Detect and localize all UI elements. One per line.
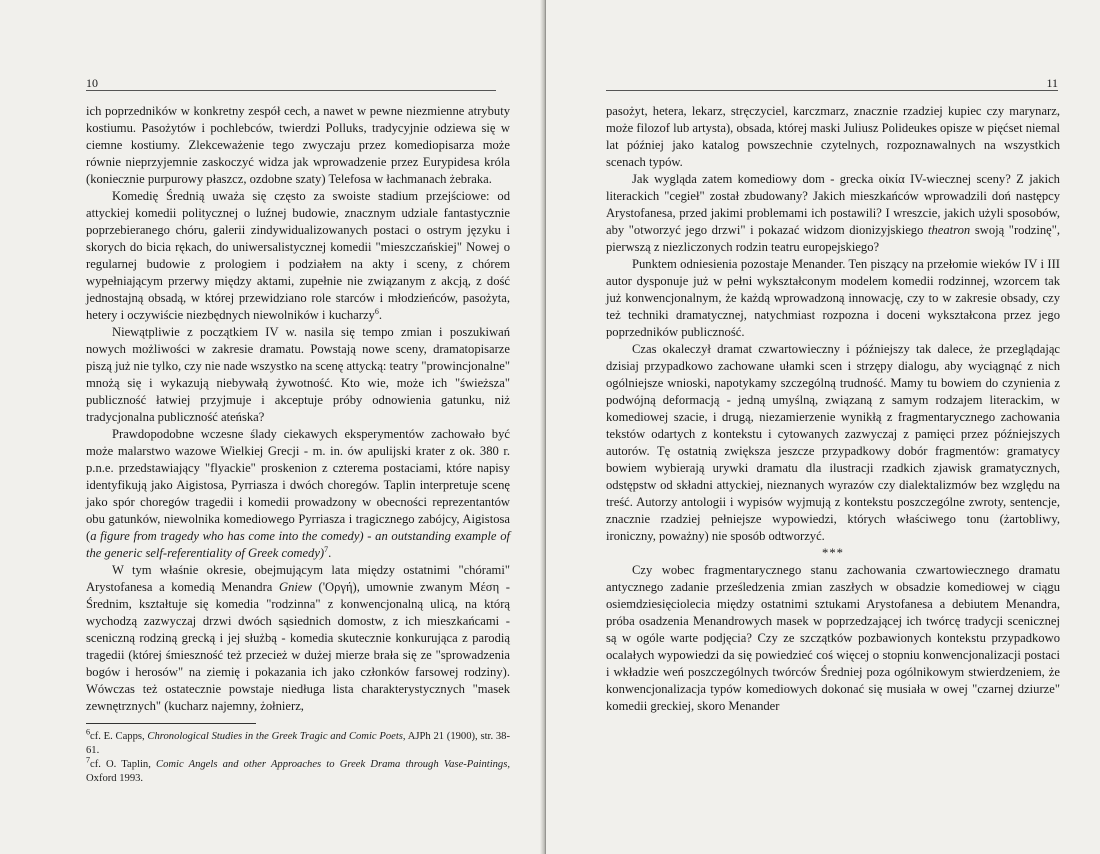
left-page-header [86,76,496,91]
left-paragraph-5-cont: Średnim, kształtuje się komedia "rodzinna" z konwencjonalną ulicą, na którą wychodzą zazwyczaj drzwi dwóch sąsiednich domostw, z ich mieszkańcami - sceniczną rodziną grecką i jej służbą - komedia skutecznie konkurująca z parodią tragedii (której śmieszność też przecież w dużej mierze brała się ze "sprowadzenia bogów i herosów" na ziemię i pokazania ich jako członków farsowej rodziny). Wówczas też ostatecznie powstaje niedługa lista charakterystycznych "masek zewnętrznych" (kucharz najemny, żołnierz, [86,597,510,713]
left-text-column [86,103,510,715]
left-paragraph-5-greek: ('Οργή), umownie zwanym Μέση - [318,580,510,594]
footnote-ref-7: 7 [324,544,329,554]
left-paragraph-4: Prawdopodobne wczesne ślady ciekawych eksperymentów zachowało być może malarstwo wazowe Wielkiej Grecji - m. in. ów apulijski krater z ok. 380 r. p.n.e. przedstawiający "flyackie" proskenion z czterema postaciami, które napisy identyfikują jako Aigistosa, Pyrriasza i dwóch choregów. Taplin interpretuje scenę jako spór choregów tragedii i komedii prowadzony w obecności reprezentantów obu gatunków, niewolnika komediowego Pyrriasza i tragicznego zabójcy, Aigistosa (a figure from tragedy who has come into the comedy) - an outstanding example of the generic self-referentiality of Greek comedy)$^7$. [86,427,510,560]
footnote-6 [86,727,510,758]
right-paragraph-4: Czas okaleczył dramat czwartowieczny i późniejszy tak dalece, że przeglądając dzisiaj przypadkowo zachowane ułamki scen i strzępy dialogu, aby wyciągnąć z nich ogólniejsze wnioski, napotykamy szczególną trudność. Mamy tu bowiem do czynienia z podwójną deformacją - jedną umyślną, związaną z samym rodzajem literackim, w komediowej szacie, i drugą, niezamierzenie wynikłą z fragmentarycznego zachowania tekstów odartych z kontekstu i cytowanych zazwyczaj z pamięci przez późniejszych autorów. Tę ostatnią zwiększa jeszcze przypadkowy dobór fragmentów: gramatycy bowiem wybierają urywki dramatu dla ilustracji rzadkich zjawisk gramatycznych, odstępstw od składni attyckiej, nieznanych wyrazów czy dialektalizmów bez względu na treść. Autorzy antologii i wypisów wyjmują z kontekstu poszczególne zwroty, sentencje, znacznie rzadziej pełniejsze wypowiedzi, których właściwego tonu (żartobliwy, ironiczny, poważny) nie sposób odtworzyć. [606,342,1060,543]
footnote-7-post: Oxford 1993. [86,773,144,784]
right-paragraph-5: Czy wobec fragmentarycznego stanu zachowania czwartowiecznego dramatu antycznego zadanie prześledzenia zmian zaszłych w obsadzie komediowej w ciągu osiemdziesięciolecia między ostatnimi sztukami Arystofanesa a debiutem Menandra, próba osadzenia Menandrowych masek w poprzedzającej ich twórcę tradycji scenicznej są w ogóle warte podjęcia? Czy ze szczątków pozbawionych kontekstu przypadkowo ocalałych wypowiedzi da się powiedzieć coś więcej o stopniu konwencjonalizacji postaci i wkładzie weń poszczególnych twórców Średniej poza ogólnikowym stwierdzeniem, że konwencjonalizacja typów komediowych dokonać się musiała w owej "czarnej dziurze" komedii greckiej, skoro Menander [606,563,1060,713]
right-paragraph-2-c: swoją "rodzinę", pierwszą z niezliczonych rodzin teatru europejskiego? [606,223,1061,254]
right-paragraph-2-a: Jak wygląda zatem komediowy dom - grecka [632,172,879,186]
left-paragraph-5-text: W tym właśnie okresie, obejmującym lata między ostatnimi "chórami" Arystofanesa a komedią Menandra [86,563,510,594]
left-page [0,0,546,854]
section-separator: *** [822,546,844,560]
left-paragraph-5-title: Gniew [279,580,312,594]
right-text-column [606,103,1060,715]
footnote-6-pre: cf. E. Capps, [90,731,148,742]
footnote-6-post: , AJPh 21 (1900), str. 38-61. [86,731,510,756]
footnote-ref-6: 6 [374,306,379,316]
footnote-7-title: Comic Angels and other Approaches to Greek Drama through Vase-Paintings, [156,759,511,770]
right-page-number: 11 [1046,76,1058,90]
right-paragraph-1: pasożyt, hetera, lekarz, stręczyciel, karczmarz, znacznie rzadziej kupiec czy marynarz, może filozof lub artysta), obsada, której maski Juliusz Polideukes opisze w pięćset niemal lat później jako katalog powszechnie czytelnych, rozpoznawalnych na wszystkich scenach typów. [606,104,1060,169]
right-page [546,0,1100,854]
footnote-6-mark: 6 [86,727,90,737]
footnotes [86,727,511,786]
left-paragraph-4-text: Prawdopodobne wczesne ślady ciekawych eksperymentów zachowało być może malarstwo wazowe Wielkiej Grecji - m. in. ów apulijski krater z ok. 380 r. p.n.e. przedstawiający "flyackie" proskenion z czterema postaciami, które napisy identyfikują jako Aigistosa, Pyrriasza i dwóch choregów. Taplin interpretuje scenę jako spór choregów tragedii i komedii prowadzony w obecności reprezentantów obu gatunków, niewolnika komediowego Pyrriasza i tragicznego zabójcy, Aigistosa ( [86,427,510,543]
right-paragraph-2-italic: theatron [928,223,971,237]
left-page-number: 10 [86,76,98,90]
right-paragraph-2-b: IV-wiecznej sceny? Z jakich literackich "cegieł" został zbudowany? Jakich mieszkańców wprowadzili doń następcy Arystofanesa, przed jakimi problemami ich postawili? I wreszcie, jakich użyli sposobów, aby "otworzyć jego drzwi" i pokazać widzom dionizyjskiego [606,172,1060,237]
left-paragraph-4-italic: a figure from tragedy who has come into the comedy) - an outstanding example of the generic self-referentiality of Greek comedy) [86,529,510,560]
right-paragraph-2-greek: οἰκία [878,172,905,186]
right-page-header [606,76,1058,91]
left-paragraph-3: Niewątpliwie z początkiem IV w. nasila się tempo zmian i poszukiwań nowych możliwości w zakresie dramatu. Powstają nowe sceny, dramatopisarze piszą już nie tylko, czy nie nade wszystko na scenę attycką: teatry "prowincjonalne" mnożą się i wykazują niebywałą żywotność. Kto wie, może ich "świeższa" publiczność łatwiej przyjmuje i akceptuje próby odnowienia gatunku, niż tradycjonalna publiczność ateńska? [86,325,510,424]
left-paragraph-2-text: Komedię Średnią uważa się często za swoiste stadium przejściowe: od attyckiej komedii politycznej o luźnej budowie, znacznym udziale fantastycznie poprzebieranego chóru, galerii zindywidualizowanych postaci o ostrym języku i skorych do bicia rękach, do uniwersalistycznej komedii "mieszczańskiej" Nowej o regularnej budowie z prologiem i podziałem na akty i sceny, z chórem wypełniającym przerwy między aktami, zupełnie nie związanym z akcją, z dość jednostajną obsadą, w której przewidziano role starców i młodzieńców, pasożyta, hetery i oczywiście niezbędnych niewolników i kucharzy [86,189,510,322]
footnote-7-pre: cf. O. Taplin, [90,759,156,770]
footnote-7 [86,755,511,786]
right-paragraph-3: Punktem odniesienia pozostaje Menander. Ten piszący na przełomie wieków IV i III autor dysponuje już w pełni wykształconym modelem komedii rodzinnej, wzorcem tak już konwencjonalnym, że każdą wprowadzoną innowację, czy to w zakresie obsady, czy też techniki dramatycznej, natychmiast rozpozna i doceni wykształcona przez jego poprzedników publiczność. [606,257,1060,339]
left-paragraph-1: ich poprzedników w konkretny zespół cech, a nawet w pewne niezmienne atrybuty kostiumu. Pasożytów i pochlebców, twierdzi Polluks, tradycyjnie odziewa się w ciemne kostiumy. Zlekceważenie tego zwyczaju przez komediopisarza może równie nieprzyjemnie zaskoczyć widza jak wprowadzenie przez Eurypidesa króla (koniecznie purpurowy płaszcz, ozdobne szaty) Telefosa w łachmanach żebraka. [86,104,510,186]
footnote-rule [86,723,256,724]
footnote-7-mark: 7 [86,755,90,765]
footnote-6-title: Chronological Studies in the Greek Tragic and Comic Poets [147,731,403,742]
left-paragraph-2: Komedię Średnią uważa się często za swoiste stadium przejściowe: od attyckiej komedii politycznej o luźnej budowie, znacznym udziale fantastycznie poprzebieranego chóru, galerii zindywidualizowanych postaci o ostrym języku i skorych do bicia rękach, do uniwersalistycznej komedii "mieszczańskiej" Nowej o regularnej budowie z prologiem i podziałem na akty i sceny, z chórem wypełniającym przerwy między aktami, zupełnie nie związanym z akcją, z dość jednostajną obsadą, w której przewidziano role starców i młodzieńców, pasożyta, hetery i oczywiście niezbędnych niewolników i kucharzy$^6$. [86,189,510,322]
right-paragraph-2 [606,171,1060,256]
left-paragraph-5 [86,562,510,715]
